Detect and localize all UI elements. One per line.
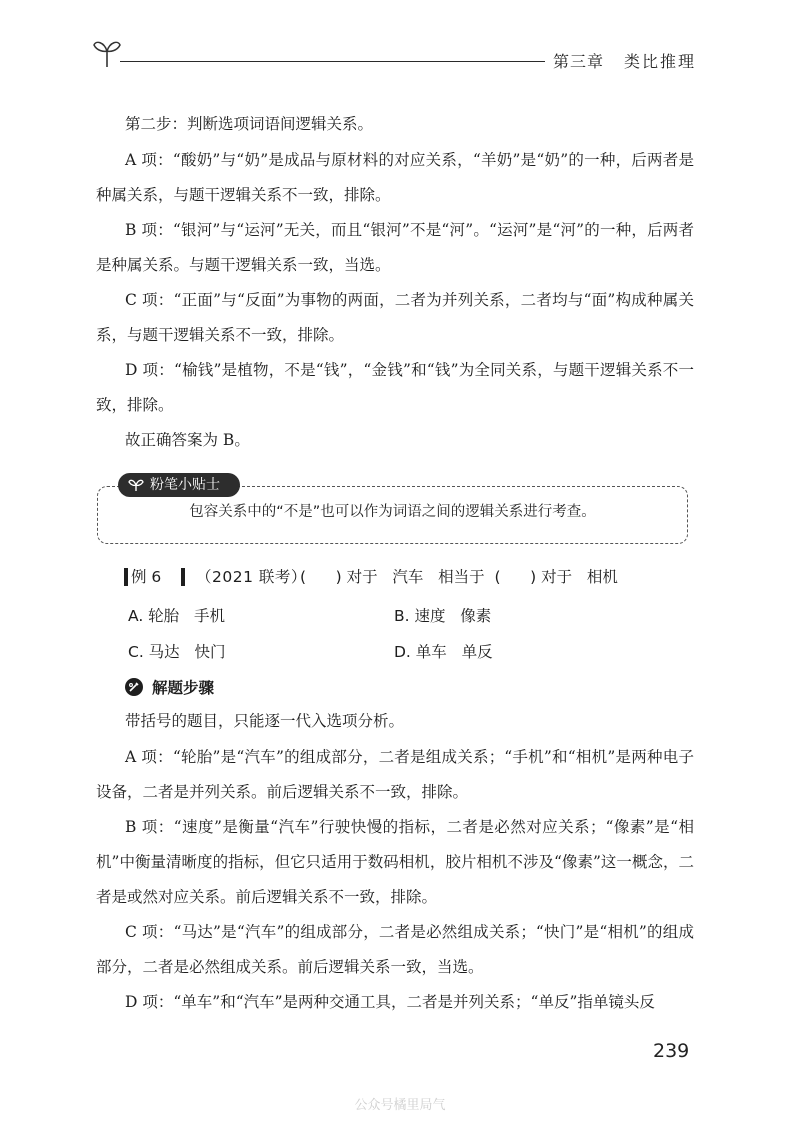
option-c: C. 马达 快门 xyxy=(128,643,226,661)
example-label: 例 6 xyxy=(131,568,162,586)
option-d-analysis: D 项：“榆钱”是植物，不是“钱”，“金钱”和“钱”为全同关系，与题干逻辑关系不一致，排除。 xyxy=(96,361,694,414)
answer-text: 故正确答案为 B。 xyxy=(125,431,250,449)
tip-text: 包容关系中的“不是”也可以作为词语之间的逻辑关系进行考查。 xyxy=(189,504,596,520)
example-marker-left xyxy=(124,568,128,586)
example-source: （2021 联考） xyxy=(196,568,307,586)
chapter-title: 类比推理 xyxy=(624,52,697,71)
solution-title: 解题步骤 xyxy=(152,679,215,697)
pen-icon xyxy=(128,681,140,693)
option-a-analysis: A 项：“酸奶”与“奶”是成品与原材料的对应关系，“羊奶”是“奶”的一种，后两者是种属关系，与题干逻辑关系不一致，排除。 xyxy=(96,151,694,204)
solution-intro: 带括号的题目，只能逐一代入选项分析。 xyxy=(125,712,405,730)
solution-option-c: C 项：“马达”是“汽车”的组成部分，二者是必然组成关系；“快门”是“相机”的组成部分，二者是必然组成关系。前后逻辑关系一致，当选。 xyxy=(96,923,694,976)
watermark: 公众号橘里局气 xyxy=(354,1098,446,1113)
tip-label: 粉笔小贴士 xyxy=(150,477,220,493)
option-a: A. 轮胎 手机 xyxy=(128,607,225,625)
solution-option-d: D 项：“单车”和“汽车”是两种交通工具，二者是并列关系；“单反”指单镜头反 xyxy=(125,993,655,1011)
option-b-analysis: B 项：“银河”与“运河”无关，而且“银河”不是“河”。“运河”是“河”的一种，后两者是种属关系。与题干逻辑关系一致，当选。 xyxy=(96,221,694,274)
tip-label-badge xyxy=(118,473,240,497)
steps-icon xyxy=(125,678,143,696)
header-rule xyxy=(120,61,545,62)
option-b: B. 速度 像素 xyxy=(394,607,492,625)
option-d: D. 单车 单反 xyxy=(394,643,493,661)
sprout-icon xyxy=(92,36,122,68)
step2-text: 第二步：判断选项词语间逻辑关系。 xyxy=(125,115,374,133)
example-stem: ( ) 对于 汽车 相当于 ( ) 对于 相机 xyxy=(300,568,618,586)
option-c-analysis: C 项：“正面”与“反面”为事物的两面，二者为并列关系，二者均与“面”构成种属关系，与题干逻辑关系不一致，排除。 xyxy=(96,291,694,344)
sprout-icon xyxy=(128,478,144,492)
solution-option-a: A 项：“轮胎”是“汽车”的组成部分，二者是组成关系；“手机”和“相机”是两种电子设备，二者是并列关系。前后逻辑关系不一致，排除。 xyxy=(96,748,694,801)
page-number: 239 xyxy=(653,1040,690,1062)
example-marker-right xyxy=(181,568,185,586)
chapter-label: 第三章 xyxy=(553,52,605,71)
solution-option-b: B 项：“速度”是衡量“汽车”行驶快慢的指标，二者是必然对应关系；“像素”是“相机”中衡量清晰度的指标，但它只适用于数码相机，胶片相机不涉及“像素”这一概念，二者是或然对应关系。前后逻辑关系不一致，排除。 xyxy=(96,818,694,906)
